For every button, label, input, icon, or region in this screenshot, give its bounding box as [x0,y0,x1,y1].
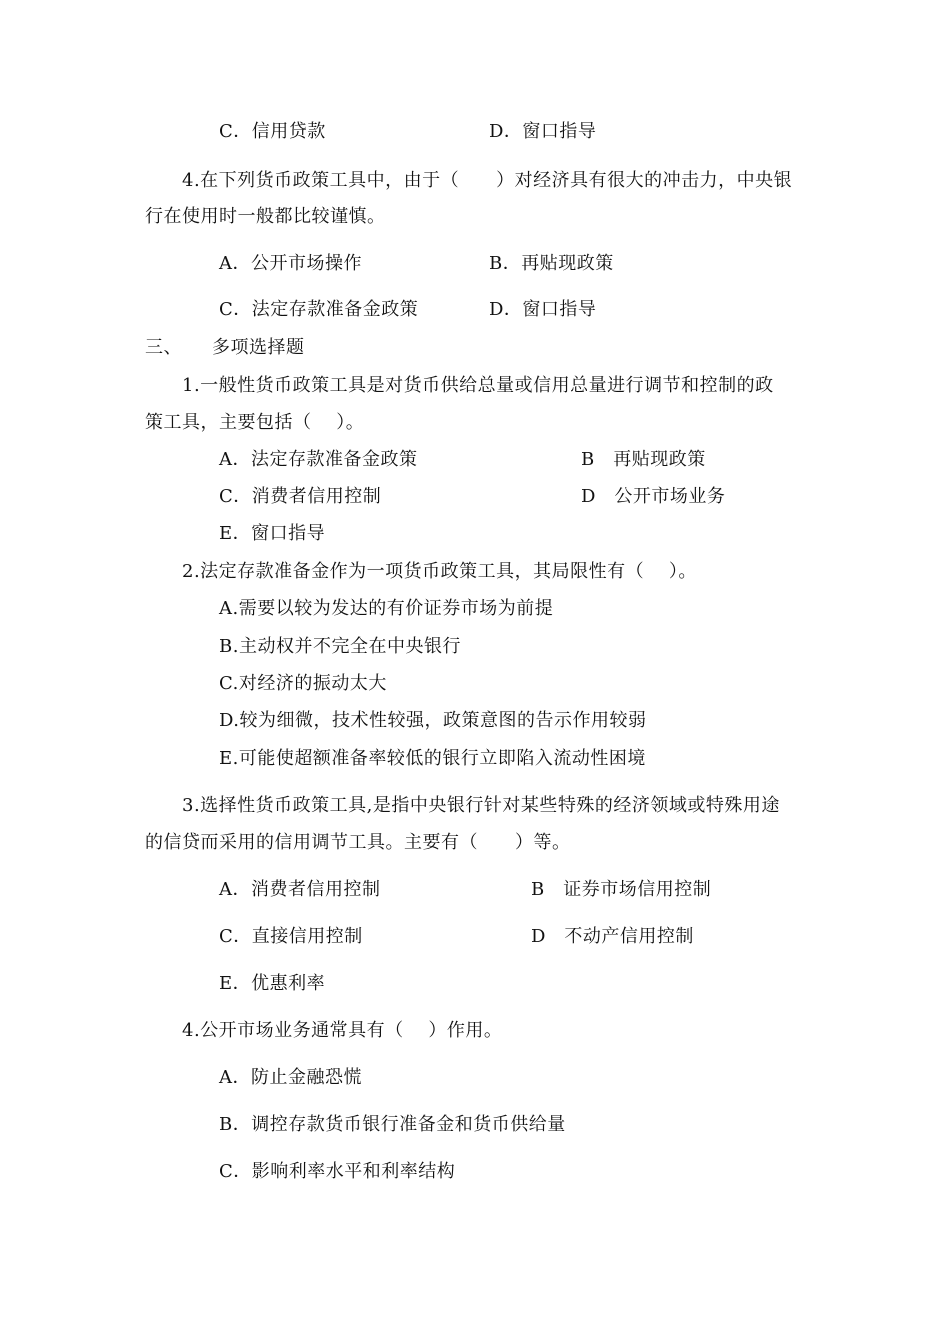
option-d: D．窗口指导 [489,121,597,142]
option-e: E.可能使超额准备率较低的银行立即陷入流动性困境 [219,748,646,769]
option-c: C．直接信用控制 [219,926,363,947]
question-text-continued: 的信贷而采用的信用调节工具。主要有（ ）等。 [145,832,571,853]
option-b: B．再贴现政策 [489,253,614,274]
option-b: B 证券市场信用控制 [531,879,712,900]
question-text-continued: 策工具，主要包括（ ）。 [145,412,365,433]
option-c: C．信用贷款 [219,121,326,142]
option-b: B.主动权并不完全在中央银行 [219,636,461,657]
option-a: A．公开市场操作 [219,253,362,274]
section-number: 三、 [145,337,182,358]
option-d: D 公开市场业务 [581,486,726,507]
option-e: E．窗口指导 [219,523,326,544]
option-a: A.需要以较为发达的有价证券市场为前提 [219,598,554,619]
question-text: 3.选择性货币政策工具,是指中央银行针对某些特殊的经济领域或特殊用途 [182,795,780,816]
option-a: A．消费者信用控制 [219,879,381,900]
option-d: D 不动产信用控制 [531,926,694,947]
section-title: 多项选择题 [212,337,305,358]
question-text: 4.公开市场业务通常具有（ ）作用。 [182,1020,503,1041]
option-d: D．窗口指导 [489,299,597,320]
option-a: A．防止金融恐慌 [219,1067,362,1088]
question-text: 2.法定存款准备金作为一项货币政策工具，其局限性有（ ）。 [182,561,697,582]
question-text-continued: 行在使用时一般都比较谨慎。 [145,206,386,227]
question-text: 4.在下列货币政策工具中，由于（ ）对经济具有很大的冲击力，中央银 [182,170,793,191]
option-e: E．优惠利率 [219,973,326,994]
option-a: A．法定存款准备金政策 [219,449,418,470]
option-d: D.较为细微，技术性较强，政策意图的告示作用较弱 [219,710,647,731]
option-b: B 再贴现政策 [581,449,706,470]
option-c: C．影响利率水平和利率结构 [219,1161,456,1182]
option-c: C．法定存款准备金政策 [219,299,419,320]
question-text: 1.一般性货币政策工具是对货币供给总量或信用总量进行调节和控制的政 [182,375,774,396]
option-b: B．调控存款货币银行准备金和货币供给量 [219,1114,566,1135]
option-c: C.对经济的振动太大 [219,673,387,694]
option-c: C．消费者信用控制 [219,486,382,507]
